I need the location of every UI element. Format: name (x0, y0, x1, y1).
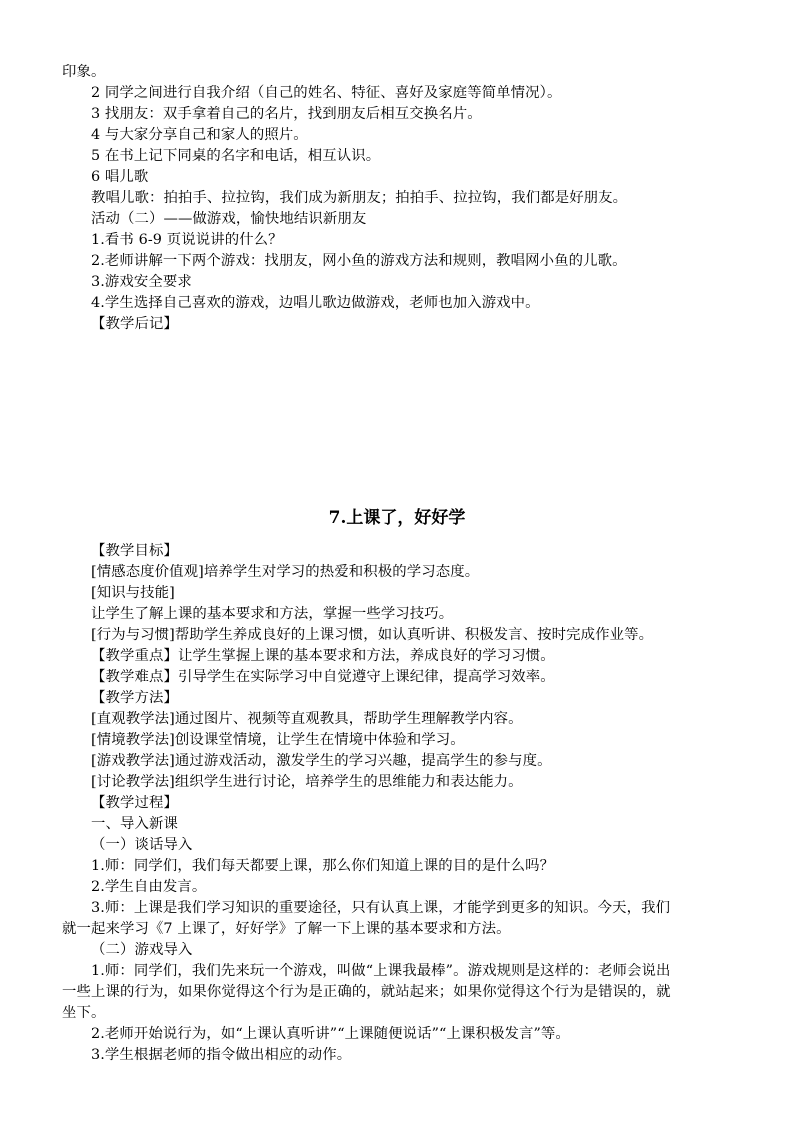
text-line: 4.学生选择自己喜欢的游戏，边唱儿歌边做游戏，老师也加入游戏中。 (91, 295, 540, 311)
text-line: （一）谈话导入 (91, 837, 193, 853)
text-line: 【教学难点】引导学生在实际学习中自觉遵守上课纪律，提高学习效率。 (91, 669, 555, 685)
text-line: 2.老师开始说行为，如“上课认真听讲”“上课随便说话”“上课积极发言”等。 (91, 1026, 570, 1042)
text-line: 3.学生根据老师的指令做出相应的动作。 (91, 1047, 352, 1063)
section-heading: 【教学后记】 (91, 316, 178, 332)
text-line: 一些上课的行为，如果你觉得这个行为是正确的，就站起来；如果你觉得这个行为是错误的，就 (62, 984, 671, 1000)
text-line: [游戏教学法]通过游戏活动，激发学生的学习兴趣，提高学生的参与度。 (91, 753, 552, 769)
text-line: [情感态度价值观]培养学生对学习的热爱和积极的学习态度。 (91, 564, 480, 580)
text-line: 一、导入新课 (91, 816, 178, 832)
text-line: 印象。 (62, 64, 106, 80)
text-line: [行为与习惯]帮助学生养成良好的上课习惯，如认真听讲、积极发言、按时完成作业等。 (91, 627, 654, 643)
text-line: 就一起来学习《7 上课了，好好学》了解一下上课的基本要求和方法。 (62, 921, 511, 937)
text-line: [知识与技能] (91, 585, 175, 601)
text-line: 活动（二）——做游戏，愉快地结识新朋友 (91, 211, 367, 227)
text-line: 【教学重点】让学生掌握上课的基本要求和方法，养成良好的学习习惯。 (91, 648, 555, 664)
text-line: 2.老师讲解一下两个游戏：找朋友，网小鱼的游戏方法和规则，教唱网小鱼的儿歌。 (91, 253, 627, 269)
text-line: 让学生了解上课的基本要求和方法，掌握一些学习技巧。 (91, 606, 454, 622)
text-line: [情境教学法]创设课堂情境，让学生在情境中体验和学习。 (91, 732, 465, 748)
text-line: 3.游戏安全要求 (91, 274, 192, 290)
section-heading: 【教学目标】 (91, 543, 178, 559)
text-line: 教唱儿歌：拍拍手、拉拉钩，我们成为新朋友；拍拍手、拉拉钩，我们都是好朋友。 (91, 190, 628, 206)
text-line: 1.师：同学们，我们每天都要上课，那么你们知道上课的目的是什么吗？ (91, 858, 555, 874)
text-line: 1.师：同学们，我们先来玩一个游戏，叫做“上课我最棒”。游戏规则是这样的：老师会说出 (91, 963, 671, 979)
text-line: [讨论教学法]组织学生进行讨论，培养学生的思维能力和表达能力。 (91, 774, 523, 790)
text-line: （二）游戏导入 (91, 942, 193, 958)
lesson-title: 7.上课了，好好学 (328, 508, 466, 528)
section-heading: 【教学方法】 (91, 690, 178, 706)
text-line: 3 找朋友：双手拿着自己的名片，找到朋友后相互交换名片。 (91, 106, 482, 122)
text-line: 5 在书上记下同桌的名字和电话，相互认识。 (91, 148, 381, 164)
text-line: 1.看书 6-9 页说说讲的什么？ (91, 232, 283, 248)
text-line: 坐下。 (62, 1005, 106, 1021)
text-line: 4 与大家分享自己和家人的照片。 (91, 127, 308, 143)
section-heading: 【教学过程】 (91, 795, 178, 811)
text-line: 2 同学之间进行自我介绍（自己的姓名、特征、喜好及家庭等简单情况）。 (91, 85, 562, 101)
text-line: 3.师：上课是我们学习知识的重要途径，只有认真上课，才能学到更多的知识。今天，我们 (91, 900, 671, 916)
text-line: 6 唱儿歌 (91, 169, 149, 185)
text-line: [直观教学法]通过图片、视频等直观教具，帮助学生理解教学内容。 (91, 711, 523, 727)
text-line: 2.学生自由发言。 (91, 879, 207, 895)
